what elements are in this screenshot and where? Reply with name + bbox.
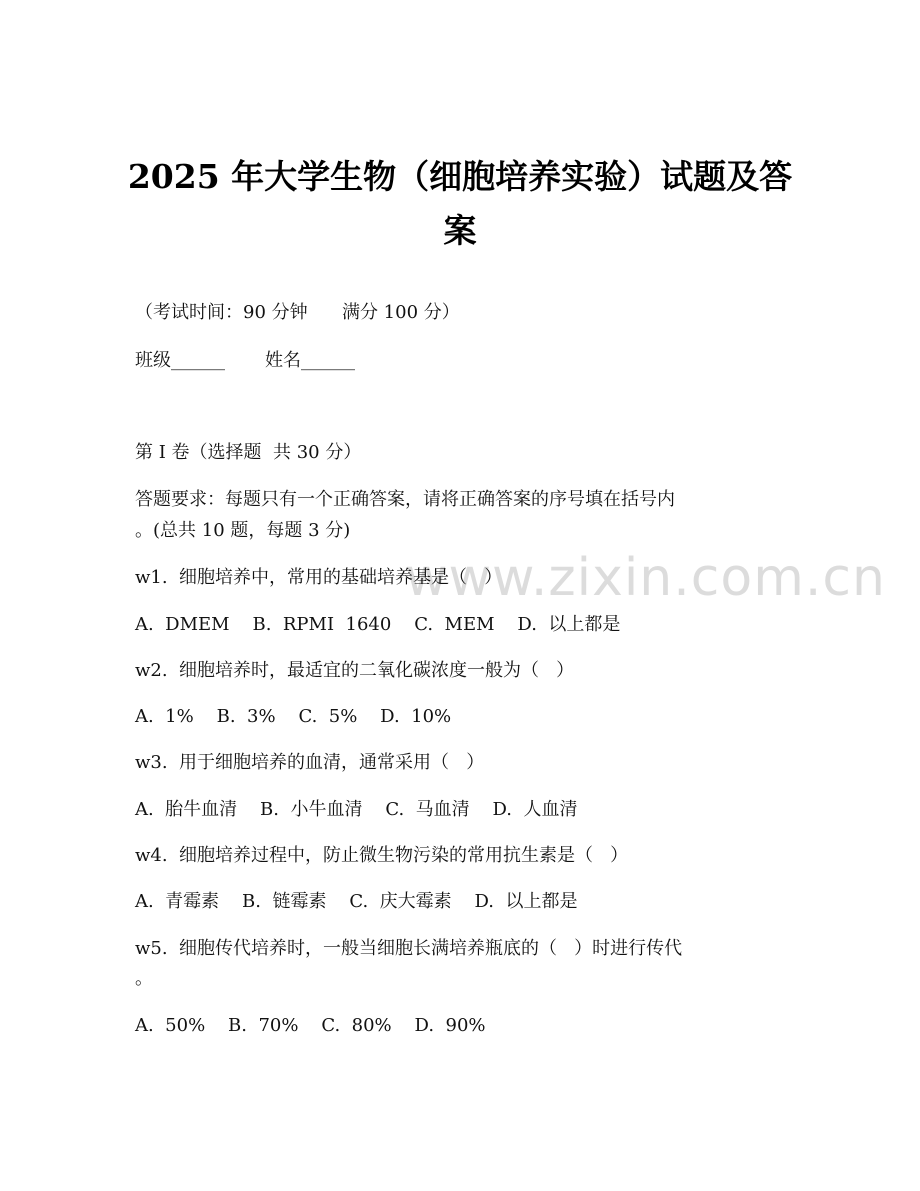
instructions-line1: 答题要求：每题只有一个正确答案，请将正确答案的序号填在括号内 [135,489,675,510]
question-3-options: A. 胎牛血清 B. 小牛血清 C. 马血清 D. 人血清 [135,799,578,820]
question-4-options: A. 青霉素 B. 链霉素 C. 庆大霉素 D. 以上都是 [135,891,578,912]
question-4-stem: w4. 细胞培养过程中，防止微生物污染的常用抗生素是（ ） [135,845,629,866]
class-name-line: 班级______ 姓名______ [135,350,356,371]
question-3-stem: w3. 用于细胞培养的血清，通常采用（ ） [135,752,485,773]
question-1-options: A. DMEM B. RPMI 1640 C. MEM D. 以上都是 [135,614,621,635]
question-5-options: A. 50% B. 70% C. 80% D. 90% [135,1015,486,1036]
question-2-options: A. 1% B. 3% C. 5% D. 10% [135,706,452,727]
document-title-line1: 2025 年大学生物（细胞培养实验）试题及答 [127,157,793,196]
watermark: www.zixin.com.cn [405,548,886,608]
exam-info: （考试时间：90 分钟 满分 100 分） [135,302,460,323]
instructions-line2: 。(总共 10 题，每题 3 分) [135,520,351,541]
question-1-stem: w1. 细胞培养中，常用的基础培养基是（ ） [135,567,503,588]
question-5-stem-line1: w5. 细胞传代培养时，一般当细胞长满培养瓶底的（ ）时进行传代 [135,938,683,959]
document-title-line2: 案 [443,211,477,250]
question-5-stem-line2: 。 [135,968,153,989]
question-2-stem: w2. 细胞培养时，最适宜的二氧化碳浓度一般为（ ） [135,660,575,681]
section-header: 第 I 卷（选择题 共 30 分） [135,442,362,463]
